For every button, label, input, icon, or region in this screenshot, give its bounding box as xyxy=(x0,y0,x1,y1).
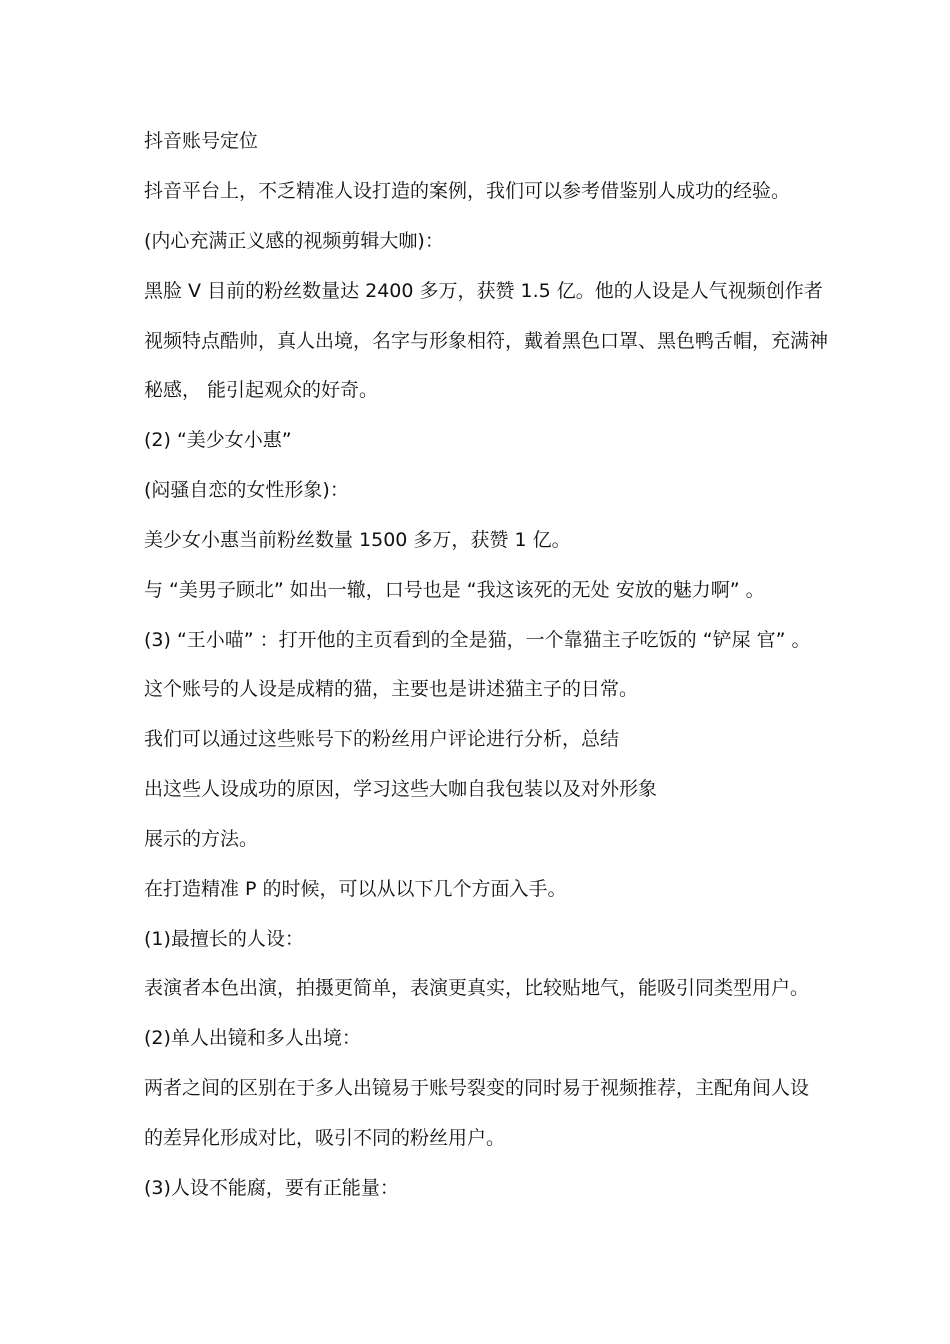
paragraph-line: (闷骚自恋的女性形象)： xyxy=(144,479,349,501)
paragraph-line: (3)人设不能腐，要有正能量： xyxy=(144,1177,399,1199)
paragraph-line: 出这些人设成功的原因，学习这些大咖自我包装以及对外形象 xyxy=(144,778,658,800)
document-title: 抖音账号定位 xyxy=(144,130,259,152)
paragraph-line: (1)最擅长的人设： xyxy=(144,928,304,950)
paragraph-line: 抖音平台上，不乏精准人设打造的案例，我们可以参考借鉴别人成功的经验。 xyxy=(144,180,791,202)
paragraph-line: 的差异化形成对比，吸引不同的粉丝用户。 xyxy=(144,1127,506,1149)
paragraph-line: (2) “美少女小惠” xyxy=(144,429,292,451)
paragraph-line: 秘感， 能引起观众的好奇。 xyxy=(144,379,379,401)
paragraph-line: 在打造精准 P 的时候，可以从以下几个方面入手。 xyxy=(144,878,567,900)
paragraph-line: 这个账号的人设是成精的猫，主要也是讲述猫主子的日常。 xyxy=(144,678,639,700)
paragraph-line: (2)单人出镜和多人出境： xyxy=(144,1027,361,1049)
paragraph-line: (内心充满正义感的视频剪辑大咖)： xyxy=(144,230,444,252)
paragraph-line: 与 “美男子顾北” 如出一辙，口号也是 “我这该死的无处 安放的魅力啊” 。 xyxy=(144,579,765,601)
paragraph-line: 表演者本色出演，拍摄更简单，表演更真实，比较贴地气，能吸引同类型用户。 xyxy=(144,977,810,999)
paragraph-line: 我们可以通过这些账号下的粉丝用户评论进行分析，总结 xyxy=(144,728,620,750)
paragraph-line: 美少女小惠当前粉丝数量 1500 多万，获赞 1 亿。 xyxy=(144,529,571,551)
paragraph-line: 两者之间的区别在于多人出镜易于账号裂变的同时易于视频推荐，主配角间人设 xyxy=(144,1077,810,1099)
paragraph-line: 视频特点酷帅，真人出境，名字与形象相符，戴着黑色口罩、黑色鸭舌帽，充满神 xyxy=(144,330,829,352)
paragraph-line: 黑脸 V 目前的粉丝数量达 2400 多万，获赞 1.5 亿。他的人设是人气视频创作者 xyxy=(144,280,823,302)
paragraph-line: 展示的方法。 xyxy=(144,828,259,850)
paragraph-line: (3) “王小喵” ：打开他的主页看到的全是猫，一个靠猫主子吃饭的 “铲屎 官” 。 xyxy=(144,629,811,651)
